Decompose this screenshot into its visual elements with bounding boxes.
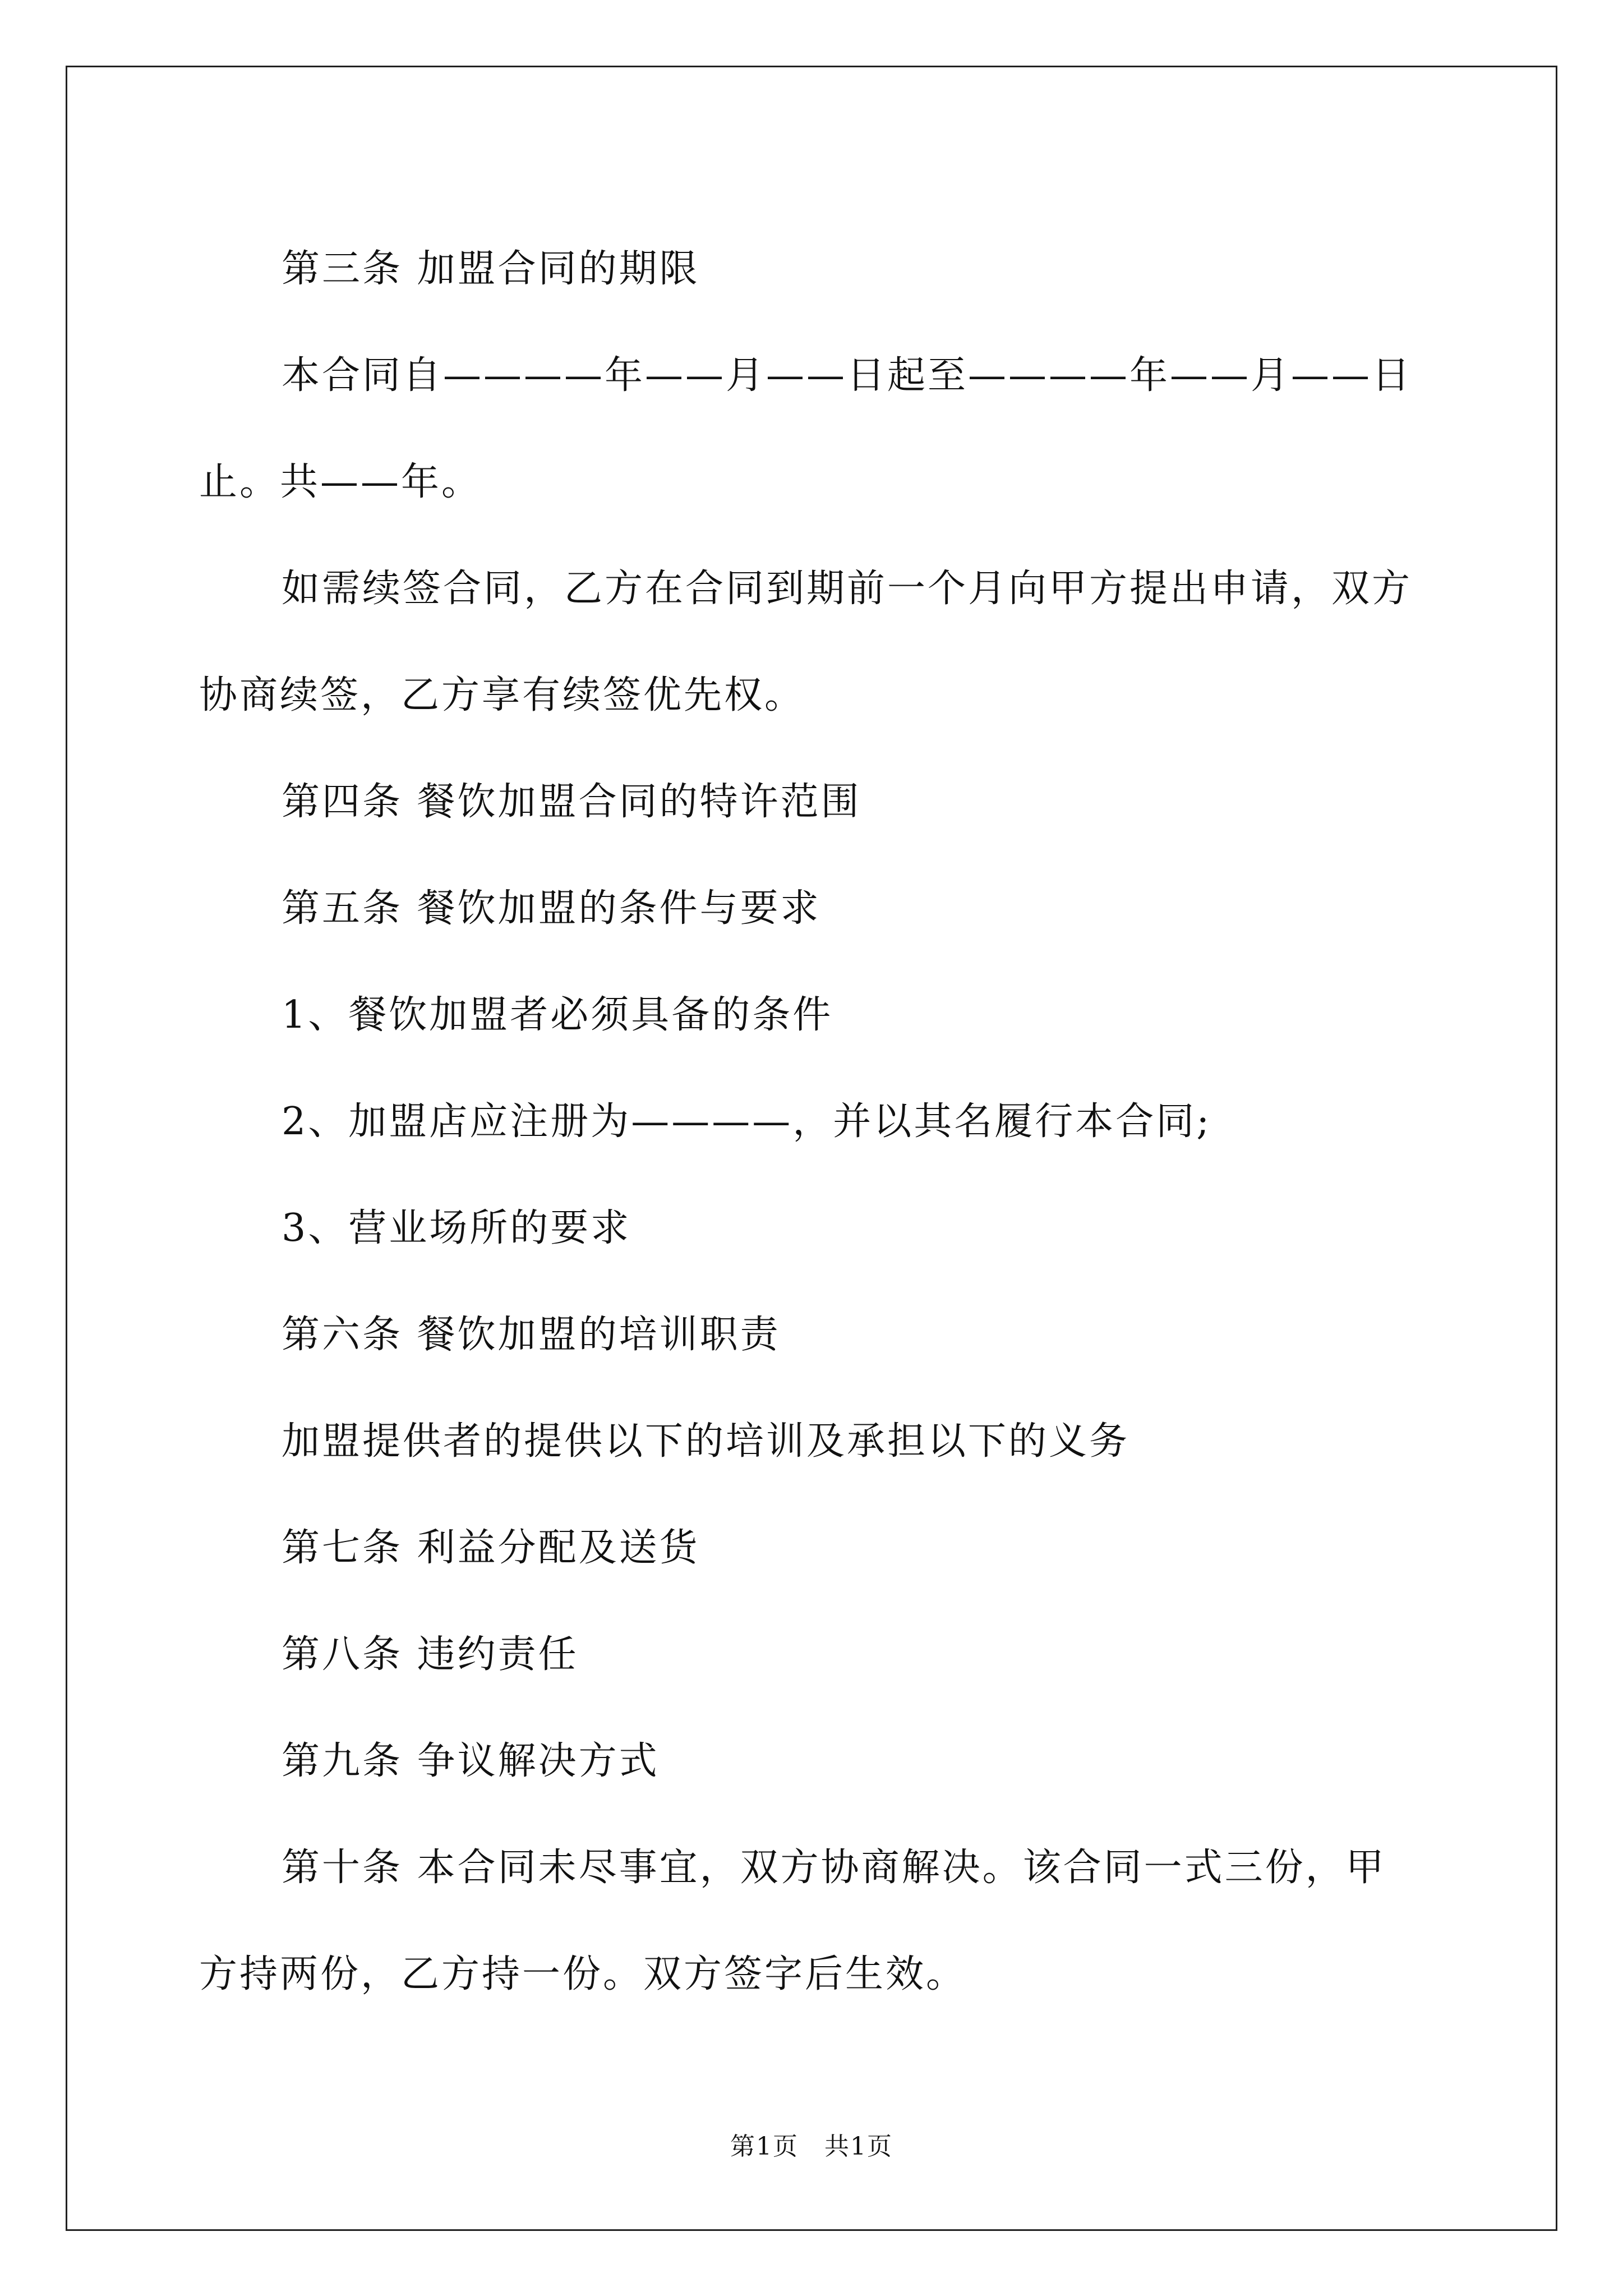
page-number-footer: 第1页 共1页 — [730, 2132, 893, 2161]
heading-article-3: 第三条 加盟合同的期限 — [282, 247, 700, 291]
document-body — [199, 216, 1424, 2028]
heading-article-5: 第五条 餐饮加盟的条件与要求 — [282, 886, 821, 931]
heading-article-7: 第七条 利益分配及送货 — [282, 1526, 700, 1570]
heading-article-6: 第六条 餐饮加盟的培训职责 — [282, 1313, 781, 1357]
list-item-3: 3、营业场所的要求 — [282, 1206, 631, 1250]
renewal-paragraph: 如需续签合同，乙方在合同到期前一个月向甲方提出申请，双方协商续签，乙方享有续签优先权。 — [199, 567, 1413, 717]
heading-article-9: 第九条 争议解决方式 — [282, 1739, 660, 1783]
article-10-paragraph: 第十条 本合同未尽事宜，双方协商解决。该合同一式三份，甲方持两份，乙方持一份。双方签字后生效。 — [199, 1846, 1386, 1996]
list-item-1: 1、餐饮加盟者必须具备的条件 — [282, 993, 833, 1037]
contract-term-paragraph: 本合同自————年——月——日起至————年——月——日止。共——年。 — [199, 353, 1413, 504]
heading-article-4: 第四条 餐饮加盟合同的特许范围 — [282, 780, 861, 824]
heading-article-8: 第八条 违约责任 — [282, 1632, 579, 1677]
list-item-2: 2、加盟店应注册为————，并以其名履行本合同; — [282, 1099, 1212, 1144]
training-paragraph: 加盟提供者的提供以下的培训及承担以下的义务 — [282, 1419, 1130, 1464]
